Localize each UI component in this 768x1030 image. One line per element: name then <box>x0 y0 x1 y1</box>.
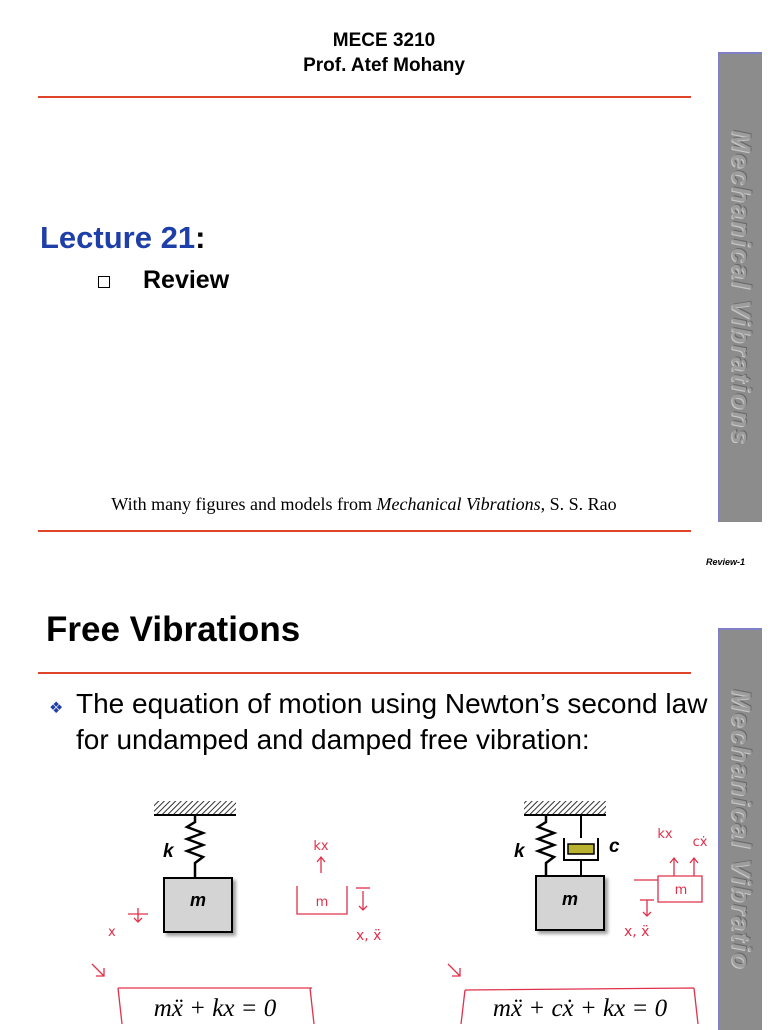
undamped-equation: mẍ + kx = 0 <box>153 995 277 1022</box>
lecture-colon: : <box>195 220 206 255</box>
spring-icon <box>187 815 203 878</box>
lecture-topic: Review <box>143 266 230 294</box>
footer-rule <box>38 530 691 532</box>
sidebar-banner <box>718 52 762 522</box>
spring-label-2: k <box>514 841 525 862</box>
slide-free-vibrations <box>0 580 768 1024</box>
sidebar-text: Mechanical Vibrations <box>726 130 757 446</box>
professor-name: Prof. Atef Mohany <box>303 55 465 76</box>
lecture-title <box>40 220 205 256</box>
spring-icon-2 <box>538 815 554 876</box>
checkbox-bullet-icon <box>98 276 110 288</box>
vibration-figure <box>0 580 716 1024</box>
fbd-mass-label-2: m <box>674 883 688 898</box>
damper-label: c <box>609 836 620 857</box>
header-rule <box>38 96 691 98</box>
damper-piston <box>568 844 594 854</box>
disp-label: x <box>108 925 116 940</box>
sidebar-text-2: Mechanical Vibratio <box>726 689 757 971</box>
fbd-force-c-label: cẋ <box>692 835 708 850</box>
lecture-label: Lecture 21 <box>40 220 196 255</box>
ground-hatch <box>154 801 236 815</box>
fbd-disp-label-2: x, ẍ <box>624 924 650 940</box>
sidebar-banner-2 <box>718 628 762 1030</box>
slide-title: Free Vibrations <box>46 610 301 649</box>
credit-book: Mechanical Vibrations <box>376 494 541 514</box>
fbd-disp-label: x, ẍ <box>356 928 382 944</box>
page-label: Review-1 <box>706 557 746 567</box>
credit-prefix: With many figures and models from <box>111 494 377 514</box>
course-code: MECE 3210 <box>332 30 436 51</box>
bullet-text: The equation of motion using Newton’s second law for undamped and damped free vibration: <box>76 688 708 755</box>
damped-annotations <box>634 858 702 916</box>
fbd-mass-label: m <box>315 895 329 910</box>
credit-suffix: , S. S. Rao <box>540 494 617 514</box>
mass-label-2: m <box>561 889 579 909</box>
fbd-force-label: kx <box>313 839 329 854</box>
ground-hatch-2 <box>524 801 606 815</box>
damped-equation: mẍ + cẋ + kx = 0 <box>492 995 668 1022</box>
fbd-force-k-label: kx <box>657 827 673 842</box>
diamond-bullet-icon: ❖ <box>49 700 64 717</box>
spring-label: k <box>163 841 174 862</box>
undamped-system <box>92 801 698 1024</box>
mass-label: m <box>189 890 207 910</box>
credit-line <box>0 494 728 515</box>
